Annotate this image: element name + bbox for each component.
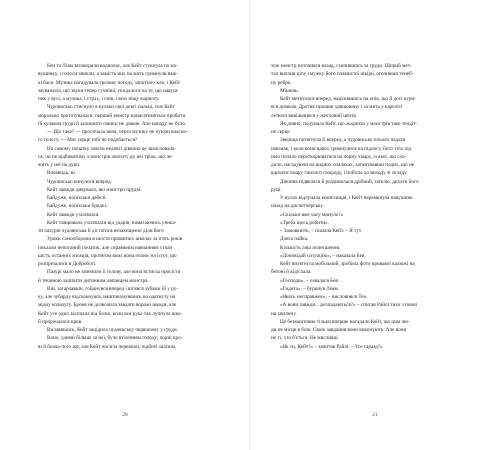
text-line: «Скільки вже часу минуло?» [280, 211, 344, 218]
text-line: тож монстр поточився назад, схопившись за груди. Щирий мет- [271, 63, 412, 69]
text-line: «А вони завжди... розпадаються?» – спитав Райлі тихо з повні [280, 302, 418, 309]
text-line: Він, загарчавши, гойднувся вперед і вп'явся зубами їй у ру- [47, 285, 179, 292]
text-line: ку, але зубарду відскакнувся, наштовхнувшись на одягнуту на [38, 294, 176, 300]
text-line: бетоні й відіслала. [271, 269, 312, 276]
text-line: кі баси. Музика нагадувала грозову погоду, запотіле скло, і Кейт [38, 79, 181, 86]
text-line: Кейт витягнула мобільний, зробила фото кривавої калюжі на [280, 261, 415, 267]
text-line: Вилаявшись, Кейт зацідила чудовиську червоному у груди. [47, 327, 178, 333]
text-line: го голосу. — Моє серце тобі не подобається? [38, 137, 138, 144]
text-line: мідну кольчугу. Броня не дозволила завдати ворожі шкоди, але [38, 302, 177, 309]
text-line: тал виплив ціпу смужку його плямистої шкіри, оголивши тенеб- [271, 71, 414, 78]
text-line: жить у неї на душі. [38, 162, 81, 168]
right-page-number: 21 [372, 412, 378, 418]
text-line: – Замовкніть, – сказала Кейт. – Я тут. [280, 228, 363, 234]
text-line: навзнак, і коли вони вдвох гримнулися на підлогу, його тіло під [271, 145, 412, 152]
text-line: «Господи», – озвалася Бея. [280, 277, 340, 284]
text-line: зауважила, що звуки тепер гучніші; скидалося на те, що навуш- [38, 87, 179, 94]
text-line: морально приготувалася: перший монстр намагатиметься пробити [38, 112, 186, 119]
text-line: назад на диспетчерську. [271, 203, 324, 210]
text-line: поклали непоганий початок, але справжнім навчанням стали [38, 244, 173, 251]
text-line: не ті, хто б'ється. Не мисливці. [271, 335, 339, 342]
text-line: летючо вивільнився у житловий центр. [271, 112, 358, 119]
text-line: дило, нагадуючи на видних спалахах, затамувавши подих, що не [271, 162, 415, 168]
text-line: Як дивно, подумала Кейт, що жоднієш у монстрів таке тендіт- [280, 120, 418, 127]
text-line: «Доповідай ситуацію», – наказала Бея. [280, 252, 366, 259]
text-line: Кейт усе одно засичала від болю, коли вся рука так лупнула шко- [38, 310, 183, 317]
text-line: «Якесь несправжнє», – висловився Тео. [280, 294, 368, 300]
text-line: Кейт танцювала ухилялася від ударів, намагаючись уника- [47, 219, 177, 226]
text-line: не серце. [271, 129, 292, 135]
text-line: Вочевидь, ні. [47, 170, 77, 177]
text-line: на хвилину. [271, 310, 297, 317]
text-line: їй кулаком груди й залишити свинці не довше. Але нападу не було. [38, 120, 187, 127]
text-line: «Треба щось робити». [280, 219, 329, 226]
text-line: розпрезалися в Доброботі. [38, 261, 97, 267]
text-line: «Гидота», – буркнув Лімм. [280, 285, 340, 292]
text-line: Бен та Ліам заговорили водночас, але Кейт стукнула по на- [47, 63, 178, 69]
text-line: вся димком. Дротик прошив хрящовину і за мить у кареліті [271, 104, 403, 111]
text-line: На самому початку зовсім недовгі дівчина це замісповала- [47, 145, 177, 152]
text-line: вдихати хмару гнилого смороду, і побігла до виходу зі складу. [271, 170, 408, 177]
text-line: Дівчина підвелася й роздивилася дрібний, зателю, дихати його [280, 178, 419, 185]
text-line: Зверіща потягнула її вперед, а чудовисько почало падати [280, 137, 406, 144]
text-line: Кейт завжди дивувало, які монстри прудкі. [47, 186, 142, 193]
text-line: Чудовисько стиснуло в кулаки свої довгі пальці, тож Кейт [47, 104, 175, 111]
text-line: й пророчалася кров. [38, 318, 83, 325]
text-line: Воно, удеяні більше за неї, було втіленням голоду; чорні кро- [47, 335, 183, 342]
text-line: ди не місце в бою. Свою завдання вони виконують. Але вони [271, 327, 407, 333]
text-line: ві й бозна-чого ще, але Кейт носила черевики, підбиті залізом, [38, 343, 177, 350]
text-line: Байдуже, наскільки бридкі. [47, 203, 108, 210]
text-line: Довга пайка. [280, 236, 309, 243]
text-line: Кейт метнулася вперед, націлившись на опік, що й досі кури- [280, 96, 417, 102]
text-line: нею почало перетворюватися на чорну хмару, із якої, що схо- [271, 153, 407, 160]
text-line: ти пазурів чудовиська й дістатися незахищеної діли його [38, 228, 164, 234]
text-line: — Що таке? — просичала вона, через музику не чуючи власно- [47, 129, 188, 135]
text-line: шість останніх місяців, протягом яких вона полює на істот, що [38, 252, 177, 259]
text-line: руці. [271, 186, 282, 193]
text-line: вушнику, і голоси зникли, а замість них на мить гримнули важ- [38, 71, 178, 78]
right-page [250, 0, 500, 450]
text-line: «Як ти, Кейт?» – запитав Райлі. – Усе гаразд?» [280, 343, 383, 350]
text-line: Кейт завжди ухилялася. [47, 211, 100, 218]
right-page-text [271, 62, 463, 351]
text-line: ся, чи не відбиватиму з монстрів апетиту до неї тріок, що ле- [38, 153, 173, 160]
left-page-number: 20 [122, 412, 128, 418]
text-line: Це безкоштовне тільки вперше нагадало Кейт, що цим лю- [280, 318, 410, 325]
text-line: ну ребро. [271, 79, 292, 86]
text-line: У вухах відлунала композиція, і Кейт перемкнула навушник [280, 195, 413, 201]
text-line: й тичиною заліпити дитинним ляпанцем монстра. [38, 277, 149, 284]
left-page-text [38, 62, 230, 351]
text-line: Чудовисько кинулося вперед. [47, 178, 112, 185]
text-line: Уроки самооборони в шостя приватних школах за п'ять років [47, 236, 183, 243]
text-line: Пазурі мало не зачепили її голову, але вона встигла присісти [47, 269, 181, 276]
text-line: Байдуже, наскільки дебелі. [47, 195, 107, 201]
text-line: Кількість ляш полегшення. [280, 244, 341, 251]
text-line: ник у вусі, а музика, і страх, і гнів, і всю ніщу марноту. [38, 96, 160, 102]
text-line: Мішень. [280, 87, 299, 94]
